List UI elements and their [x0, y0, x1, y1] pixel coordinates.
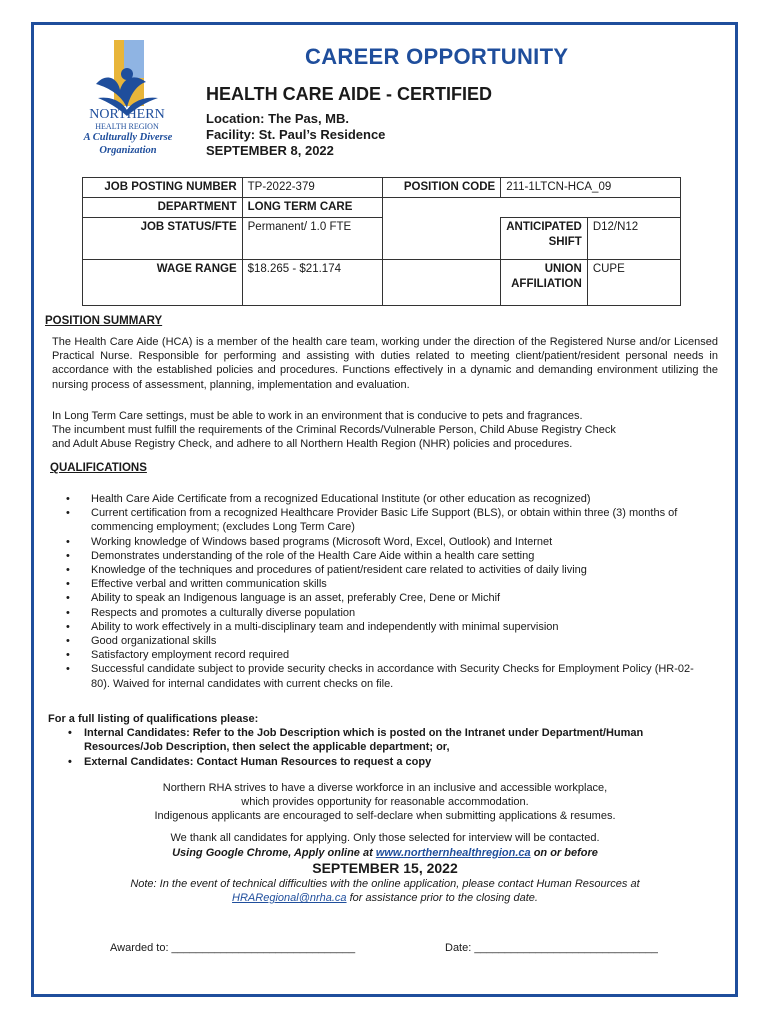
- qualifications-list: [66, 492, 706, 691]
- logo-tagline-line2: Organization: [99, 145, 157, 156]
- awarded-to-line: Awarded to: ______________________________: [110, 942, 356, 954]
- job-status-value: Permanent/ 1.0 FTE: [242, 218, 383, 260]
- list-item: • Demonstrates understanding of the role of the Health Care Aide within a health care setting: [66, 549, 706, 563]
- list-item: • Health Care Aide Certificate from a recognized Educational Institute (or other education as recognized): [66, 492, 706, 506]
- job-info-table: [82, 177, 681, 306]
- logo-tagline: [66, 131, 190, 157]
- logo-tagline-line1: A Culturally Diverse: [83, 132, 173, 143]
- thanks-text: We thank all candidates for applying. Only those selected for interview will be contacted.: [170, 832, 600, 844]
- facility: Facility: St. Paul’s Residence: [206, 127, 386, 142]
- logo-name-line2: HEALTH REGION: [95, 122, 159, 131]
- location: Location: The Pas, MB.: [206, 111, 350, 126]
- job-status-label: JOB STATUS/FTE: [83, 218, 243, 260]
- list-item: • Knowledge of the techniques and procedures of patient/resident care related to activities of daily living: [66, 563, 706, 577]
- careers-website-link[interactable]: www.northernhealthregion.ca: [375, 847, 531, 859]
- hr-email-link[interactable]: HRARegional@nrha.ca: [232, 892, 347, 905]
- position-code-value: 211-1LTCN-HCA_09: [501, 178, 681, 198]
- date-line: Date: ______________________________: [445, 942, 658, 954]
- job-posting-number-label: JOB POSTING NUMBER: [83, 178, 243, 198]
- union-affiliation-label: UNION AFFILIATION: [501, 260, 588, 306]
- list-item: • Working knowledge of Windows based programs (Microsoft Word, Excel, Outlook) and Internet: [66, 535, 706, 549]
- list-item: • Current certification from a recognized Healthcare Provider Basic Life Support (BLS), or obtain within three (3) months of commencing employment; (excludes Long Term Care): [66, 506, 706, 534]
- list-item: • Respects and promotes a culturally diverse population: [66, 606, 706, 620]
- position-summary-requirements: In Long Term Care settings, must be able to work in an environment that is conducive to pets and fragrances. The incumbent must fulfill the requirements of the Criminal Records/Vulnerable Person, Child Abuse Registry Check and Adult Abuse Registry Check, and adhere to all Northern Health Region (NHR) policies and procedures.: [52, 410, 616, 451]
- list-item: • Ability to work effectively in a multi-disciplinary team and independently with minimal supervision: [66, 620, 706, 634]
- full-listing-section: [48, 712, 698, 769]
- internal-candidates-item: • Internal Candidates: Refer to the Job Description which is posted on the Intranet under Department/Human Resources/Job Description, then select the applicable department; or,: [68, 726, 698, 754]
- list-item: • Ability to speak an Indigenous language is an asset, preferably Cree, Dene or Michif: [66, 591, 706, 605]
- list-item: • Effective verbal and written communication skills: [66, 577, 706, 591]
- technical-difficulties-note: Note: In the event of technical difficulties with the online application, please contact Human Resources at HRARegional@nrha.ca for assistance prior to the closing date.: [130, 878, 640, 905]
- diversity-statement: Northern RHA strives to have a diverse workforce in an inclusive and accessible workplace, which provides opportunity for reasonable accommodation. Indigenous applicants are encouraged to self-declare when submitting applications & resumes.: [154, 782, 616, 823]
- closing-date: SEPTEMBER 15, 2022: [312, 860, 458, 876]
- page-title: CAREER OPPORTUNITY: [305, 44, 569, 69]
- department-label: DEPARTMENT: [83, 198, 243, 218]
- position-summary-text: The Health Care Aide (HCA) is a member of the health care team, working under the direction of the Registered Nurse and/or Licensed Practical Nurse. Responsible for performing and assisting with duties related to meeting client/patient/resident personal needs in accordance with the established policies and procedures. Functions effectively in a dynamic and demanding environment utilizing the nursing process of assessment, planning, implementation and evaluation.: [52, 336, 718, 391]
- list-item: • Successful candidate subject to provide security checks in accordance with Security Checks for Employment Policy (HR-02-80). Waived for internal candidates with current checks on file.: [66, 662, 706, 690]
- anticipated-shift-value: D12/N12: [587, 218, 680, 260]
- wage-range-label: WAGE RANGE: [83, 260, 243, 306]
- position-code-label: POSITION CODE: [383, 178, 501, 198]
- anticipated-shift-label: ANTICIPATED SHIFT: [501, 218, 588, 260]
- apply-online-line: Using Google Chrome, Apply online at www.northernhealthregion.ca on or before: [172, 847, 598, 859]
- list-item: • Satisfactory employment record required: [66, 648, 706, 662]
- qualifications-heading: QUALIFICATIONS: [50, 462, 147, 474]
- department-value: LONG TERM CARE: [242, 198, 383, 218]
- logo-name-line1: NORTHERN: [89, 107, 165, 122]
- position-title: HEALTH CARE AIDE - CERTIFIED: [206, 84, 492, 104]
- posting-date: SEPTEMBER 8, 2022: [206, 143, 334, 158]
- full-listing-intro: For a full listing of qualifications please:: [48, 713, 259, 725]
- wage-range-value: $18.265 - $21.174: [242, 260, 383, 306]
- external-candidates-item: • External Candidates: Contact Human Resources to request a copy: [68, 755, 698, 769]
- job-posting-number-value: TP-2022-379: [242, 178, 383, 198]
- list-item: • Good organizational skills: [66, 634, 706, 648]
- position-summary-heading: POSITION SUMMARY: [45, 315, 163, 327]
- union-affiliation-value: CUPE: [587, 260, 680, 306]
